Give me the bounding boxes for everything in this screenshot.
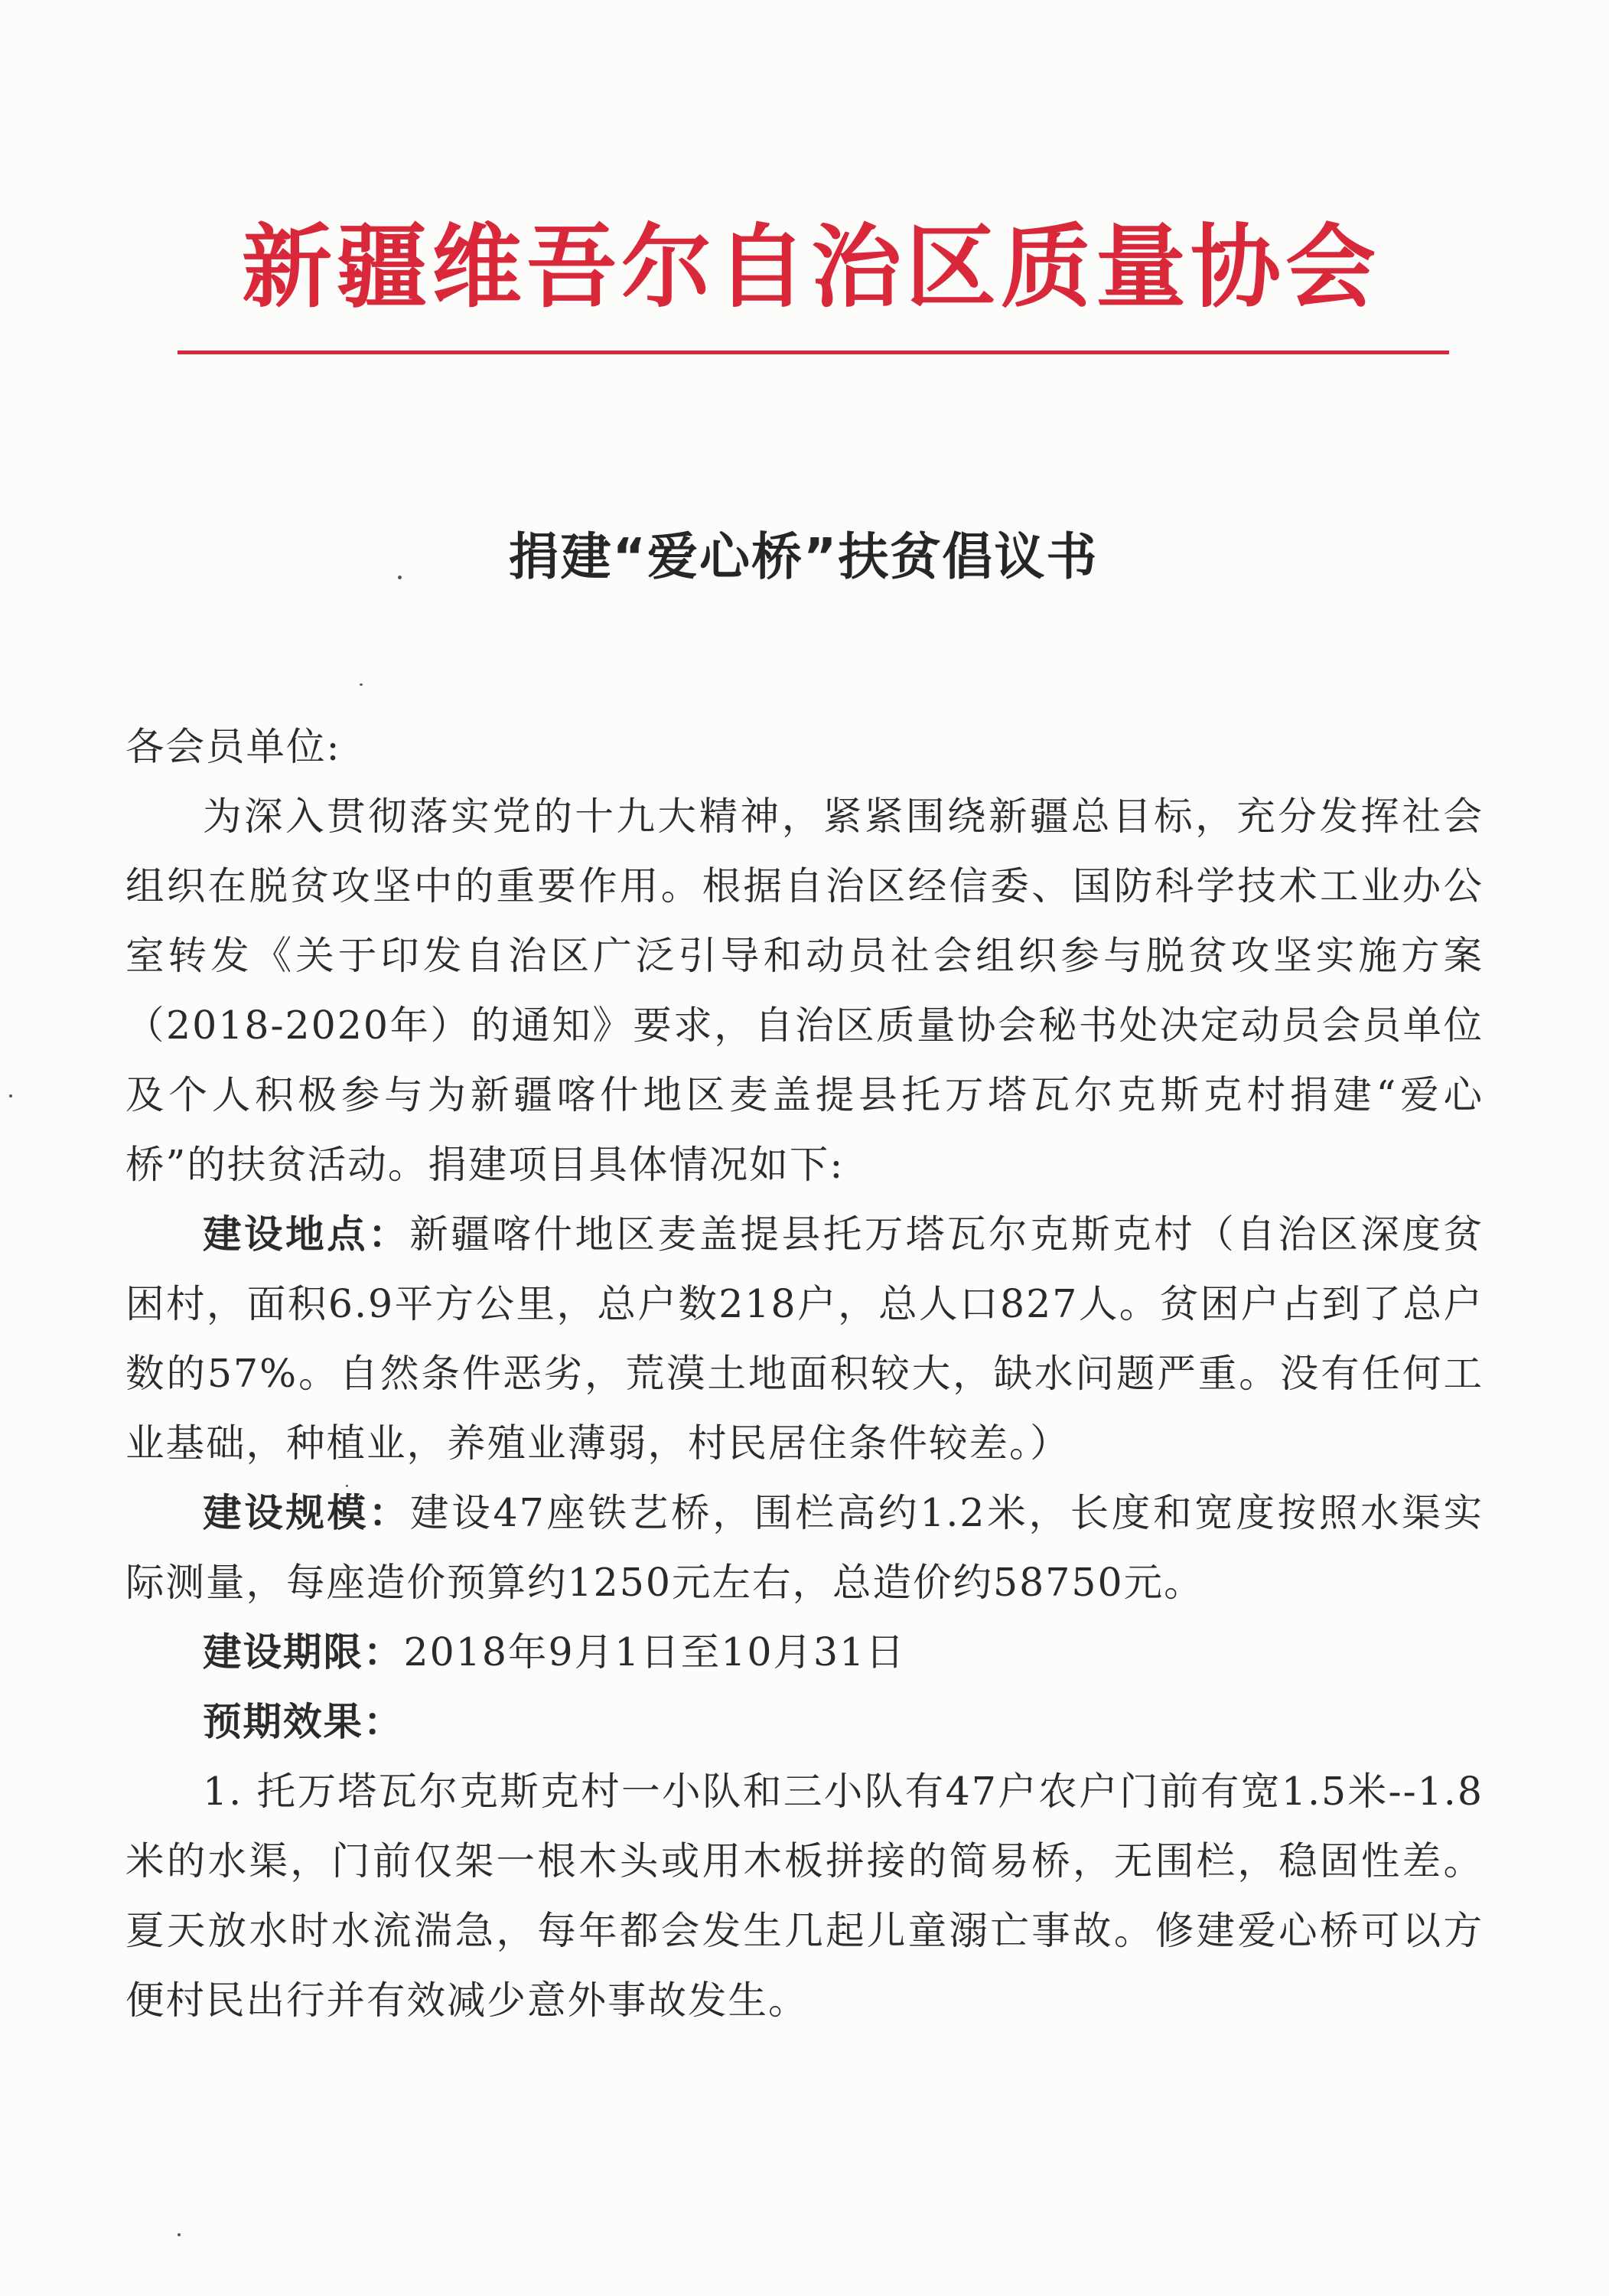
intro-paragraph: 为深入贯彻落实党的十九大精神，紧紧围绕新疆总目标，充分发挥社会组织在脱贫攻坚中的重要作用。根据自治区经信委、国防科学技术工业办公室转发《关于印发自治区广泛引导和动员社会组织参与脱贫攻坚实施方案（2018-2020年）的通知》要求，自治区质量协会秘书处决定动员会员单位及个人积极参与为新疆喀什地区麦盖提县托万塔瓦尔克斯克村捐建“爱心桥”的扶贫活动。捐建项目具体情况如下: [125, 794, 1484, 1187]
org-letterhead-title: 新疆维吾尔自治区质量协会 [241, 214, 1380, 320]
location-label: 建设地点： [203, 1212, 410, 1257]
document-body [125, 712, 1484, 2035]
document-title: 捐建“爱心桥”扶贫倡议书 [508, 527, 1099, 586]
scale-paragraph [125, 1478, 1484, 1617]
location-text: 新疆喀什地区麦盖提县托万塔瓦尔克斯克村（自治区深度贫困村，面积6.9平方公里，总户数218户，总人口827人。贫困户占到了总户数的57%。自然条件恶劣，荒漠土地面积较大，缺水问题严重。没有任何工业基础，种植业，养殖业薄弱，村民居住条件较差。） [125, 1212, 1484, 1466]
effect-item-1: 1. 托万塔瓦尔克斯克村一小队和三小队有47户农户门前有宽1.5米--1.8米的水渠，门前仅架一根木头或用木板拼接的简易桥，无围栏，稳固性差。夏天放水时水流湍急，每年都会发生几起儿童溺亡事故。修建爱心桥可以方便村民出行并有效减少意外事故发生。 [125, 1769, 1484, 2023]
period-label: 建设期限： [203, 1629, 404, 1675]
scale-label: 建设规模： [203, 1490, 411, 1535]
period-paragraph [125, 1617, 1484, 1687]
scan-speck [9, 1094, 12, 1097]
scale-text: 建设47座铁艺桥，围栏高约1.2米，长度和宽度按照水渠实际测量，每座造价预算约1250元左右，总造价约58750元。 [125, 1490, 1484, 1605]
location-paragraph [125, 1199, 1484, 1478]
scan-speck [346, 1485, 348, 1487]
scan-speck [398, 576, 402, 579]
period-text: 2018年9月1日至10月31日 [403, 1629, 906, 1675]
effect-heading [125, 1687, 1484, 1756]
letterhead-red-rule [178, 351, 1449, 354]
salutation: 各会员单位: [125, 724, 341, 769]
effect-label: 预期效果： [203, 1699, 404, 1744]
scan-speck [360, 683, 363, 686]
scan-speck [178, 2233, 181, 2236]
